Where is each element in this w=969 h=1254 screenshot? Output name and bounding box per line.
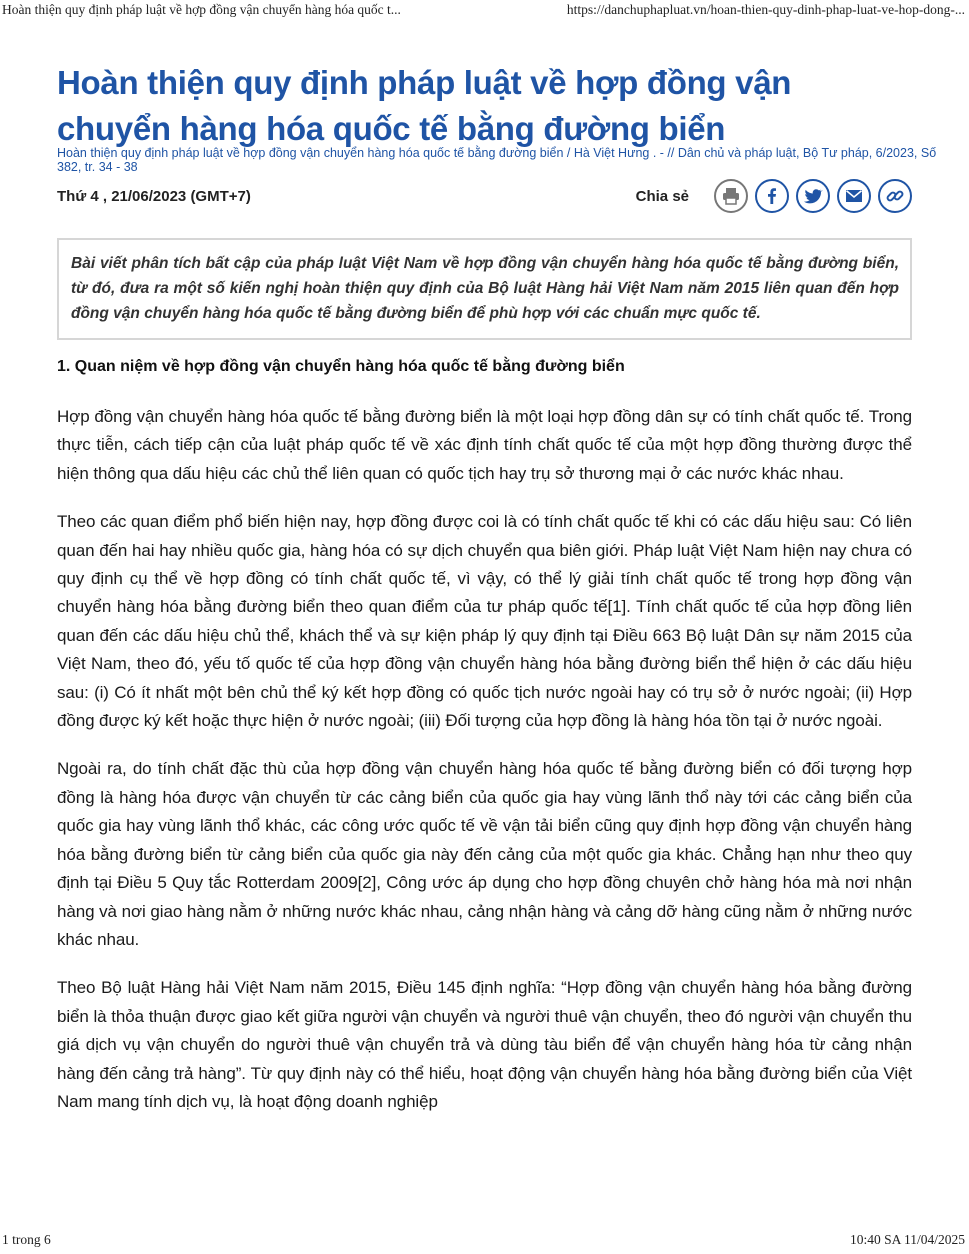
link-icon [885, 186, 905, 206]
print-timestamp: 10:40 SA 11/04/2025 [849, 1232, 965, 1247]
print-button[interactable] [714, 179, 748, 213]
copy-link-button[interactable] [878, 179, 912, 213]
email-share-button[interactable] [837, 179, 871, 213]
article-date: Thứ 4 , 21/06/2023 (GMT+7) [57, 187, 251, 205]
article-summary: Bài viết phân tích bất cập của pháp luật Việt Nam về hợp đồng vận chuyển hàng hóa quốc tế bằng đường biển, từ đó, đưa ra một số kiến nghị hoàn thiện quy định của Bộ luật Hàng hải Việt Nam năm 2015 liên quan đến hợp đồng vận chuyển hàng hóa quốc tế bằng đường biển để phù hợp với các chuẩn mực quốc tế. [57, 238, 912, 340]
article-meta [57, 176, 912, 216]
share-bar [636, 179, 912, 213]
article [57, 60, 937, 1111]
paragraph: Theo Bộ luật Hàng hải Việt Nam năm 2015, Điều 145 định nghĩa: “Hợp đồng vận chuyển hàng hóa bằng đường biển là thỏa thuận được giao kết giữa người vận chuyển và người thuê vận chuyển, theo đó người vận chuyển thu giá dịch vụ vận chuyển do người thuê vận chuyển trả và dùng tàu biển để vận chuyển hàng hóa từ cảng nhận hàng đến cảng trả hàng”. Từ quy định này có thể hiểu, hoạt động vận chuyển hàng hóa bằng đường biển của Việt Nam mang tính dịch vụ, là hoạt động doanh nghiệp [57, 978, 912, 1111]
print-icon [721, 186, 741, 206]
article-title: Hoàn thiện quy định pháp luật về hợp đồng vận chuyển hàng hóa quốc tế bằng đường biển [57, 64, 792, 147]
email-icon [844, 186, 864, 206]
section-heading: 1. Quan niệm về hợp đồng vận chuyển hàng hóa quốc tế bằng đường biển [57, 358, 625, 375]
facebook-icon [762, 186, 782, 206]
paragraph: Hợp đồng vận chuyển hàng hóa quốc tế bằng đường biển là một loại hợp đồng dân sự có tính chất quốc tế. Trong thực tiễn, cách tiếp cận của luật pháp quốc tế về xác định tính chất quốc tế của một hợp đồng thường được thể hiện thông qua dấu hiệu các chủ thể liên quan có quốc tịch hay trụ sở thương mại ở các nước khác nhau. [57, 407, 912, 483]
print-header-url: https://danchuphapluat.vn/hoan-thien-quy-dinh-phap-luat-ve-hop-dong-... [566, 2, 965, 17]
facebook-share-button[interactable] [755, 179, 789, 213]
paragraph: Ngoài ra, do tính chất đặc thù của hợp đồng vận chuyển hàng hóa quốc tế bằng đường biển có đối tượng hợp đồng là hàng hóa được vận chuyển từ các cảng biển của quốc gia hay vùng lãnh thổ này tới các cảng biển của quốc gia hay vùng lãnh thổ khác, các công ước quốc tế về vận tải biển cũng quy định hợp đồng vận chuyển hàng hóa bằng đường biển từ cảng biển của quốc gia này đến cảng của một quốc gia khác. Chẳng hạn như theo quy định tại Điều 5 Quy tắc Rotterdam 2009[2], Công ước áp dụng cho hợp đồng chuyên chở hàng hóa mà nơi nhận hàng và nơi giao hàng nằm ở những nước khác nhau, cảng nhận hàng và cảng dỡ hàng cũng nằm ở những nước khác nhau. [57, 759, 912, 949]
page-indicator: 1 trong 6 [2, 1232, 51, 1247]
share-label: Chia sẻ [635, 187, 689, 205]
paragraph: Theo các quan điểm phổ biến hiện nay, hợp đồng được coi là có tính chất quốc tế khi có các dấu hiệu sau: Có liên quan đến hai hay nhiều quốc gia, hàng hóa có sự dịch chuyển qua biên giới. Pháp luật Việt Nam hiện nay chưa có quy định cụ thể về hợp đồng có tính chất quốc tế, vì vậy, có thể lý giải tính chất quốc tế trong hợp đồng vận chuyển hàng hóa bằng đường biển theo quan điểm của tư pháp quốc tế[1]. Tính chất quốc tế của hợp đồng liên quan đến các dấu hiệu chủ thể, khách thể và sự kiện pháp lý quy định tại Điều 663 Bộ luật Dân sự năm 2015 của Việt Nam, theo đó, yếu tố quốc tế của hợp đồng vận chuyển hàng hóa bằng đường biển thể hiện ở các dấu hiệu sau: (i) Có ít nhất một bên chủ thể ký kết hợp đồng có quốc tịch nước ngoài hay có trụ sở ở nước ngoài; (ii) Hợp đồng được ký kết hoặc thực hiện ở nước ngoài; (iii) Đối tượng của hợp đồng là hàng hóa tồn tại ở nước ngoài. [57, 512, 912, 731]
twitter-share-button[interactable] [796, 179, 830, 213]
print-header [2, 2, 965, 22]
article-body [57, 403, 912, 1136]
print-header-title: Hoàn thiện quy định pháp luật về hợp đồng vận chuyển hàng hóa quốc t... [2, 2, 401, 17]
twitter-icon [803, 186, 823, 206]
print-footer [2, 1232, 965, 1250]
article-citation[interactable]: Hoàn thiện quy định pháp luật về hợp đồng vận chuyển hàng hóa quốc tế bằng đường biển / Hà Việt Hưng . - // Dân chủ và pháp luật, Bộ Tư pháp, 6/2023, Số 382, tr. 34 - 38 [57, 146, 937, 174]
